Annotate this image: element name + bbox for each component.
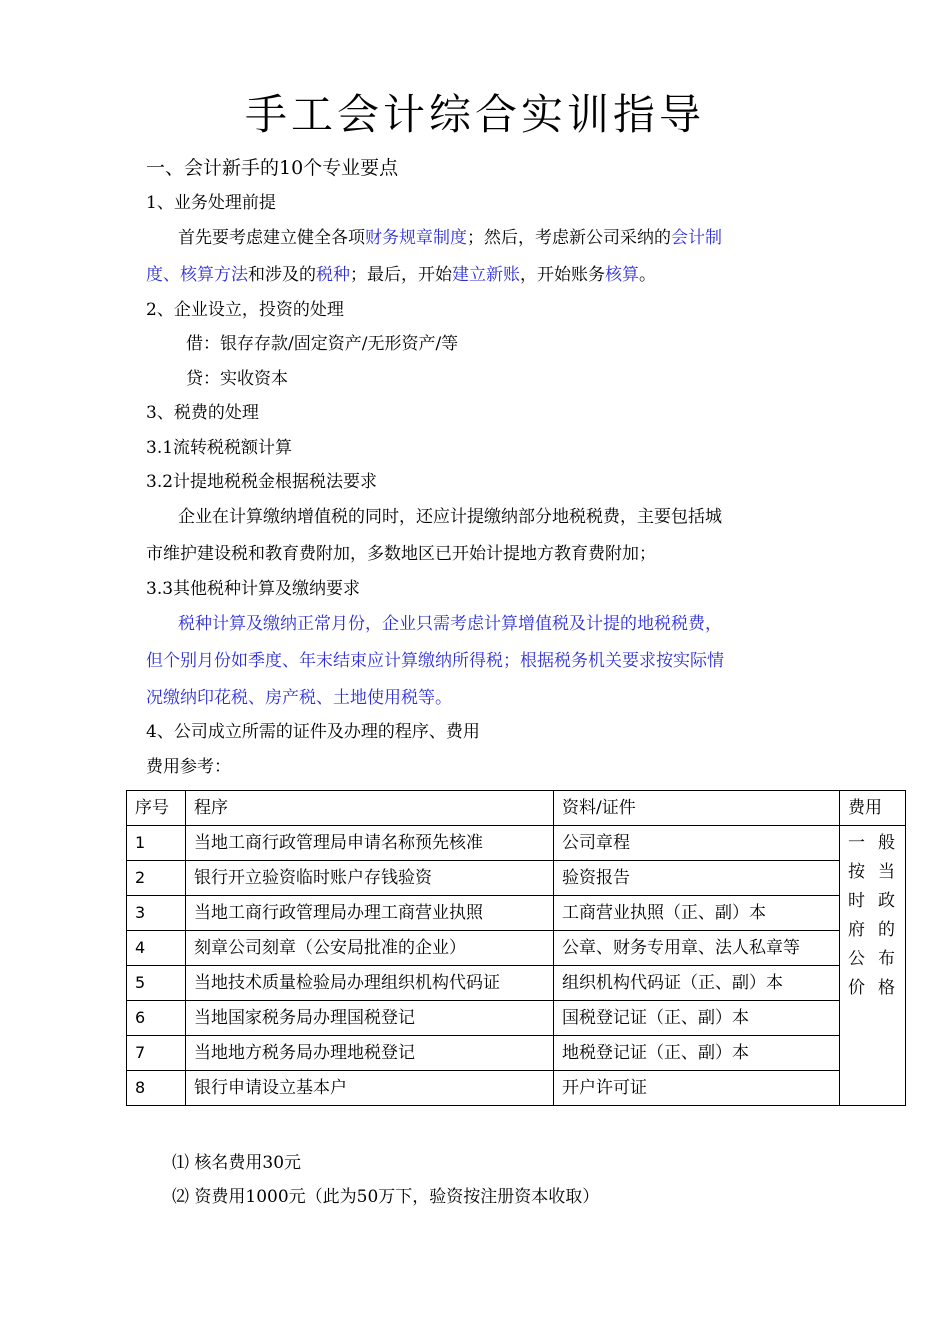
docs-cell: 国税登记证（正、副）本: [554, 1001, 840, 1036]
table-row: [127, 966, 906, 1001]
text-run: 。: [639, 265, 656, 285]
highlight-text: 会计制: [671, 228, 722, 248]
docs-cell: 验资报告: [554, 861, 840, 896]
journal-debit: 借：银存存款/固定资产/无形资产/等: [186, 334, 459, 354]
paragraph-line: 但个别月份如季度、年末结束应计算缴纳所得税；根据税务机关要求按实际情: [146, 651, 724, 671]
highlight-text: 核算: [605, 265, 639, 285]
row-number: 1: [127, 826, 186, 861]
journal-credit: 贷：实收资本: [186, 369, 288, 389]
highlight-text: 税种: [316, 265, 350, 285]
procedure-cell: 银行申请设立基本户: [186, 1071, 554, 1106]
row-number: 5: [127, 966, 186, 1001]
row-number: 3: [127, 896, 186, 931]
paragraph-line: 企业在计算缴纳增值税的同时，还应计提缴纳部分地税税费，主要包括城: [178, 507, 722, 527]
paragraph-line: 况缴纳印花税、房产税、土地使用税等。: [146, 688, 452, 708]
highlight-text: 财务规章制度: [365, 228, 467, 248]
procedure-cell: 当地技术质量检验局办理组织机构代码证: [186, 966, 554, 1001]
docs-cell: 公章、财务专用章、法人私章等: [554, 931, 840, 966]
header-cell: 序号: [127, 791, 186, 826]
fee-note-text: 一般按当时政府的公布价格: [848, 833, 897, 998]
docs-cell: 工商营业执照（正、副）本: [554, 896, 840, 931]
paragraph-line: 税种计算及缴纳正常月份，企业只需考虑计算增值税及计提的地税税费，: [178, 614, 722, 634]
fee-table: [126, 790, 906, 1106]
sub-heading: 3.2计提地税税金根据税法要求: [146, 472, 378, 492]
table-header-row: [127, 791, 906, 826]
text-run: 首先要考虑建立健全各项: [178, 228, 365, 248]
text-run: 和涉及的: [248, 265, 316, 285]
text-run: ；然后，考虑新公司采纳的: [467, 228, 671, 248]
table-row: [127, 861, 906, 896]
row-number: 8: [127, 1071, 186, 1106]
table-row: [127, 1071, 906, 1106]
sub-heading: 3.1流转税税额计算: [146, 438, 293, 458]
item-heading: 2、企业设立，投资的处理: [146, 300, 344, 320]
highlight-text: 建立新账: [452, 265, 520, 285]
table-row: [127, 931, 906, 966]
fee-note-1: ⑴ 核名费用30元: [172, 1153, 302, 1173]
item-heading: 3、税费的处理: [146, 403, 259, 423]
text-run: ，开始账务: [520, 265, 605, 285]
procedure-cell: 银行开立验资临时账户存钱验资: [186, 861, 554, 896]
paragraph-line: [178, 226, 722, 250]
fee-note-cell: [840, 826, 906, 1106]
header-cell: 费用: [840, 791, 906, 826]
table-row: [127, 826, 906, 861]
table-row: [127, 1001, 906, 1036]
procedure-cell: 刻章公司刻章（公安局批准的企业）: [186, 931, 554, 966]
paragraph-line: 市维护建设税和教育费附加，多数地区已开始计提地方教育费附加；: [146, 544, 656, 564]
document-title: 手工会计综合实训指导: [244, 90, 705, 139]
row-number: 6: [127, 1001, 186, 1036]
procedure-cell: 当地工商行政管理局办理工商营业执照: [186, 896, 554, 931]
fee-ref-label: 费用参考：: [146, 757, 231, 777]
sub-heading: 3.3其他税种计算及缴纳要求: [146, 579, 361, 599]
item-heading: 4、公司成立所需的证件及办理的程序、费用: [146, 722, 480, 742]
row-number: 2: [127, 861, 186, 896]
docs-cell: 公司章程: [554, 826, 840, 861]
highlight-text: 度、核算方法: [146, 265, 248, 285]
section-heading: 一、会计新手的10个专业要点: [146, 157, 399, 179]
header-cell: 资料/证件: [554, 791, 840, 826]
procedure-cell: 当地地方税务局办理地税登记: [186, 1036, 554, 1071]
text-run: ；最后，开始: [350, 265, 452, 285]
table-row: [127, 896, 906, 931]
docs-cell: 开户许可证: [554, 1071, 840, 1106]
item-heading: 1、业务处理前提: [146, 193, 276, 213]
docs-cell: 组织机构代码证（正、副）本: [554, 966, 840, 1001]
procedure-cell: 当地国家税务局办理国税登记: [186, 1001, 554, 1036]
fee-note-2: ⑵ 资费用1000元（此为50万下，验资按注册资本收取）: [172, 1187, 600, 1207]
procedure-cell: 当地工商行政管理局申请名称预先核准: [186, 826, 554, 861]
docs-cell: 地税登记证（正、副）本: [554, 1036, 840, 1071]
paragraph-line: [146, 263, 656, 287]
header-cell: 程序: [186, 791, 554, 826]
table-row: [127, 1036, 906, 1071]
row-number: 7: [127, 1036, 186, 1071]
row-number: 4: [127, 931, 186, 966]
